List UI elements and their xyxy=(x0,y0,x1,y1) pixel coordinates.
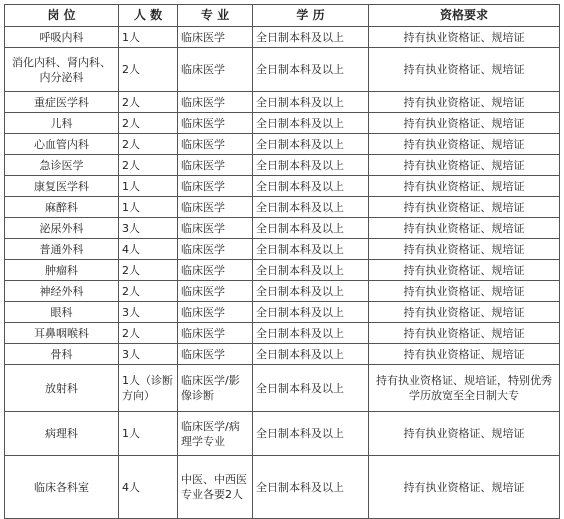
cell-requirement: 持有执业资格证、规培证 xyxy=(369,412,560,456)
header-education: 学 历 xyxy=(253,5,369,27)
cell-major: 临床医学 xyxy=(178,323,253,344)
cell-major: 临床医学 xyxy=(178,48,253,92)
cell-major: 临床医学/病理学专业 xyxy=(178,412,253,456)
cell-education: 全日制本科及以上 xyxy=(253,218,369,239)
cell-requirement: 持有执业资格证、规培证 xyxy=(369,456,560,519)
cell-count: 1人（诊断方向） xyxy=(119,365,178,412)
cell-requirement: 持有执业资格证、规培证 xyxy=(369,48,560,92)
cell-post: 呼吸内科 xyxy=(5,27,119,48)
cell-requirement: 持有执业资格证、规培证 xyxy=(369,323,560,344)
cell-requirement: 持有执业资格证、规培证 xyxy=(369,281,560,302)
cell-major: 临床医学 xyxy=(178,92,253,113)
cell-count: 2人 xyxy=(119,113,178,134)
table-row xyxy=(5,197,560,218)
cell-post: 肿瘤科 xyxy=(5,260,119,281)
cell-post: 心血管内科 xyxy=(5,134,119,155)
cell-major: 临床医学 xyxy=(178,113,253,134)
cell-post: 泌尿外科 xyxy=(5,218,119,239)
cell-requirement: 持有执业资格证、规培证 xyxy=(369,260,560,281)
table-row xyxy=(5,365,560,412)
cell-count: 2人 xyxy=(119,323,178,344)
cell-education: 全日制本科及以上 xyxy=(253,134,369,155)
cell-requirement: 持有执业资格证、规培证 xyxy=(369,27,560,48)
cell-major: 临床医学 xyxy=(178,134,253,155)
cell-count: 2人 xyxy=(119,92,178,113)
cell-requirement: 持有执业资格证、规培证 xyxy=(369,113,560,134)
cell-count: 3人 xyxy=(119,218,178,239)
cell-post: 骨科 xyxy=(5,344,119,365)
cell-post: 消化内科、肾内科、内分泌科 xyxy=(5,48,119,92)
table-row xyxy=(5,260,560,281)
cell-count: 1人 xyxy=(119,176,178,197)
cell-education: 全日制本科及以上 xyxy=(253,239,369,260)
cell-post: 病理科 xyxy=(5,412,119,456)
table-row xyxy=(5,92,560,113)
cell-education: 全日制本科及以上 xyxy=(253,260,369,281)
cell-education: 全日制本科及以上 xyxy=(253,323,369,344)
cell-major: 临床医学 xyxy=(178,27,253,48)
cell-major: 临床医学 xyxy=(178,344,253,365)
header-major: 专 业 xyxy=(178,5,253,27)
cell-requirement: 持有执业资格证、规培证 xyxy=(369,344,560,365)
cell-requirement: 持有执业资格证、规培证 xyxy=(369,92,560,113)
cell-post: 临床各科室 xyxy=(5,456,119,519)
table-row xyxy=(5,302,560,323)
cell-major: 临床医学 xyxy=(178,239,253,260)
cell-education: 全日制本科及以上 xyxy=(253,365,369,412)
recruitment-table xyxy=(4,4,560,519)
cell-count: 4人 xyxy=(119,456,178,519)
cell-count: 1人 xyxy=(119,27,178,48)
cell-requirement: 持有执业资格证、规培证 xyxy=(369,218,560,239)
cell-count: 3人 xyxy=(119,344,178,365)
table-row xyxy=(5,155,560,176)
cell-count: 1人 xyxy=(119,197,178,218)
table-row xyxy=(5,239,560,260)
cell-requirement: 持有执业资格证、规培证 xyxy=(369,239,560,260)
cell-requirement: 持有执业资格证、规培证，特别优秀学历放宽至全日制大专 xyxy=(369,365,560,412)
cell-major: 临床医学 xyxy=(178,197,253,218)
cell-major: 临床医学 xyxy=(178,218,253,239)
cell-count: 2人 xyxy=(119,260,178,281)
cell-education: 全日制本科及以上 xyxy=(253,344,369,365)
cell-education: 全日制本科及以上 xyxy=(253,197,369,218)
cell-major: 临床医学 xyxy=(178,302,253,323)
cell-education: 全日制本科及以上 xyxy=(253,92,369,113)
cell-major: 临床医学 xyxy=(178,176,253,197)
cell-count: 2人 xyxy=(119,48,178,92)
cell-count: 4人 xyxy=(119,239,178,260)
cell-count: 1人 xyxy=(119,412,178,456)
cell-count: 2人 xyxy=(119,155,178,176)
cell-requirement: 持有执业资格证、规培证 xyxy=(369,302,560,323)
cell-post: 耳鼻咽喉科 xyxy=(5,323,119,344)
header-requirement: 资格要求 xyxy=(369,5,560,27)
cell-requirement: 持有执业资格证、规培证 xyxy=(369,176,560,197)
cell-education: 全日制本科及以上 xyxy=(253,456,369,519)
cell-education: 全日制本科及以上 xyxy=(253,48,369,92)
cell-requirement: 持有执业资格证、规培证 xyxy=(369,155,560,176)
header-count: 人 数 xyxy=(119,5,178,27)
cell-post: 眼科 xyxy=(5,302,119,323)
table-row xyxy=(5,456,560,519)
cell-count: 3人 xyxy=(119,302,178,323)
table-row xyxy=(5,134,560,155)
cell-education: 全日制本科及以上 xyxy=(253,113,369,134)
cell-post: 康复医学科 xyxy=(5,176,119,197)
cell-post: 儿科 xyxy=(5,113,119,134)
header-row xyxy=(5,5,560,27)
table-row xyxy=(5,176,560,197)
cell-post: 急诊医学 xyxy=(5,155,119,176)
cell-requirement: 持有执业资格证、规培证 xyxy=(369,134,560,155)
table-row xyxy=(5,27,560,48)
cell-post: 神经外科 xyxy=(5,281,119,302)
cell-requirement: 持有执业资格证、规培证 xyxy=(369,197,560,218)
table-row xyxy=(5,218,560,239)
table-row xyxy=(5,113,560,134)
cell-education: 全日制本科及以上 xyxy=(253,281,369,302)
cell-count: 2人 xyxy=(119,134,178,155)
cell-education: 全日制本科及以上 xyxy=(253,155,369,176)
cell-education: 全日制本科及以上 xyxy=(253,412,369,456)
table-row xyxy=(5,323,560,344)
cell-major: 临床医学 xyxy=(178,281,253,302)
cell-post: 麻醉科 xyxy=(5,197,119,218)
cell-post: 放射科 xyxy=(5,365,119,412)
cell-major: 临床医学 xyxy=(178,155,253,176)
header-post: 岗 位 xyxy=(5,5,119,27)
cell-major: 临床医学 xyxy=(178,260,253,281)
table-row xyxy=(5,344,560,365)
cell-education: 全日制本科及以上 xyxy=(253,302,369,323)
cell-major: 中医、中西医专业各要2人 xyxy=(178,456,253,519)
cell-major: 临床医学/影像诊断 xyxy=(178,365,253,412)
cell-post: 重症医学科 xyxy=(5,92,119,113)
table-row xyxy=(5,281,560,302)
cell-education: 全日制本科及以上 xyxy=(253,27,369,48)
cell-education: 全日制本科及以上 xyxy=(253,176,369,197)
cell-count: 2人 xyxy=(119,281,178,302)
table-row xyxy=(5,48,560,92)
cell-post: 普通外科 xyxy=(5,239,119,260)
table-row xyxy=(5,412,560,456)
